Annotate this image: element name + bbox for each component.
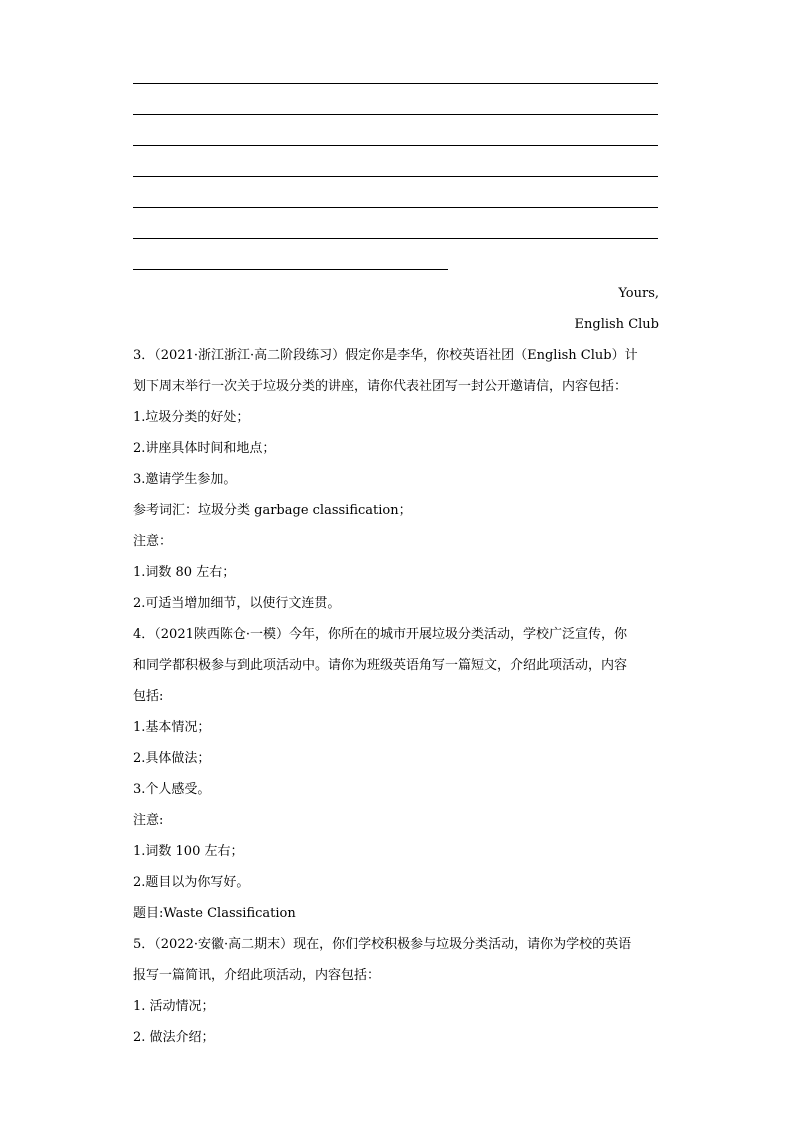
answer-line: [133, 238, 658, 239]
question-3-text: 划下周末举行一次关于垃圾分类的讲座，请你代表社团写一封公开邀请信，内容包括：: [133, 379, 628, 394]
question-4-note: 2.题目以为你写好。: [133, 875, 250, 890]
question-3-note-label: 注意：: [133, 534, 173, 549]
answer-line-short: [133, 269, 448, 270]
answer-line: [133, 114, 658, 115]
closing-signature: English Club: [574, 317, 659, 332]
question-3-vocab: 参考词汇：垃圾分类 garbage classification；: [133, 503, 412, 518]
answer-line: [133, 176, 658, 177]
question-3-point: 3.邀请学生参加。: [133, 472, 237, 487]
question-3-point: 1.垃圾分类的好处；: [133, 410, 250, 425]
question-3-note: 1.词数 80 左右；: [133, 565, 236, 580]
answer-line: [133, 207, 658, 208]
question-3-heading: 3．（2021·浙江浙江·高二阶段练习）假定你是李华，你校英语社团（English Club）计: [133, 348, 638, 363]
answer-line: [133, 145, 658, 146]
question-4-heading: 4．（2021陕西陈仓·一模）今年，你所在的城市开展垃圾分类活动，学校广泛宣传，你: [133, 627, 627, 642]
question-4-note-label: 注意:: [133, 813, 164, 828]
closing-yours: Yours,: [618, 286, 659, 301]
question-4-note: 1.词数 100 左右；: [133, 844, 244, 859]
question-4-point: 1.基本情况；: [133, 720, 211, 735]
question-5-text: 报写一篇简讯，介绍此项活动，内容包括：: [133, 968, 381, 983]
question-4-point: 2.具体做法；: [133, 751, 211, 766]
question-5-point: 1. 活动情况；: [133, 999, 215, 1014]
question-3-note: 2.可适当增加细节，以使行文连贯。: [133, 596, 341, 611]
answer-line: [133, 83, 658, 84]
question-3-point: 2.讲座具体时间和地点；: [133, 441, 276, 456]
question-5-point: 2. 做法介绍；: [133, 1030, 215, 1045]
question-4-point: 3.个人感受。: [133, 782, 211, 797]
question-5-heading: 5．（2022·安徽·高二期末）现在，你们学校积极参与垃圾分类活动，请你为学校的英语: [133, 937, 632, 952]
question-4-title: 题目:Waste Classification: [133, 906, 296, 921]
question-4-text: 和同学都积极参与到此项活动中。请你为班级英语角写一篇短文，介绍此项活动，内容: [133, 658, 628, 673]
question-4-text: 包括:: [133, 689, 164, 704]
